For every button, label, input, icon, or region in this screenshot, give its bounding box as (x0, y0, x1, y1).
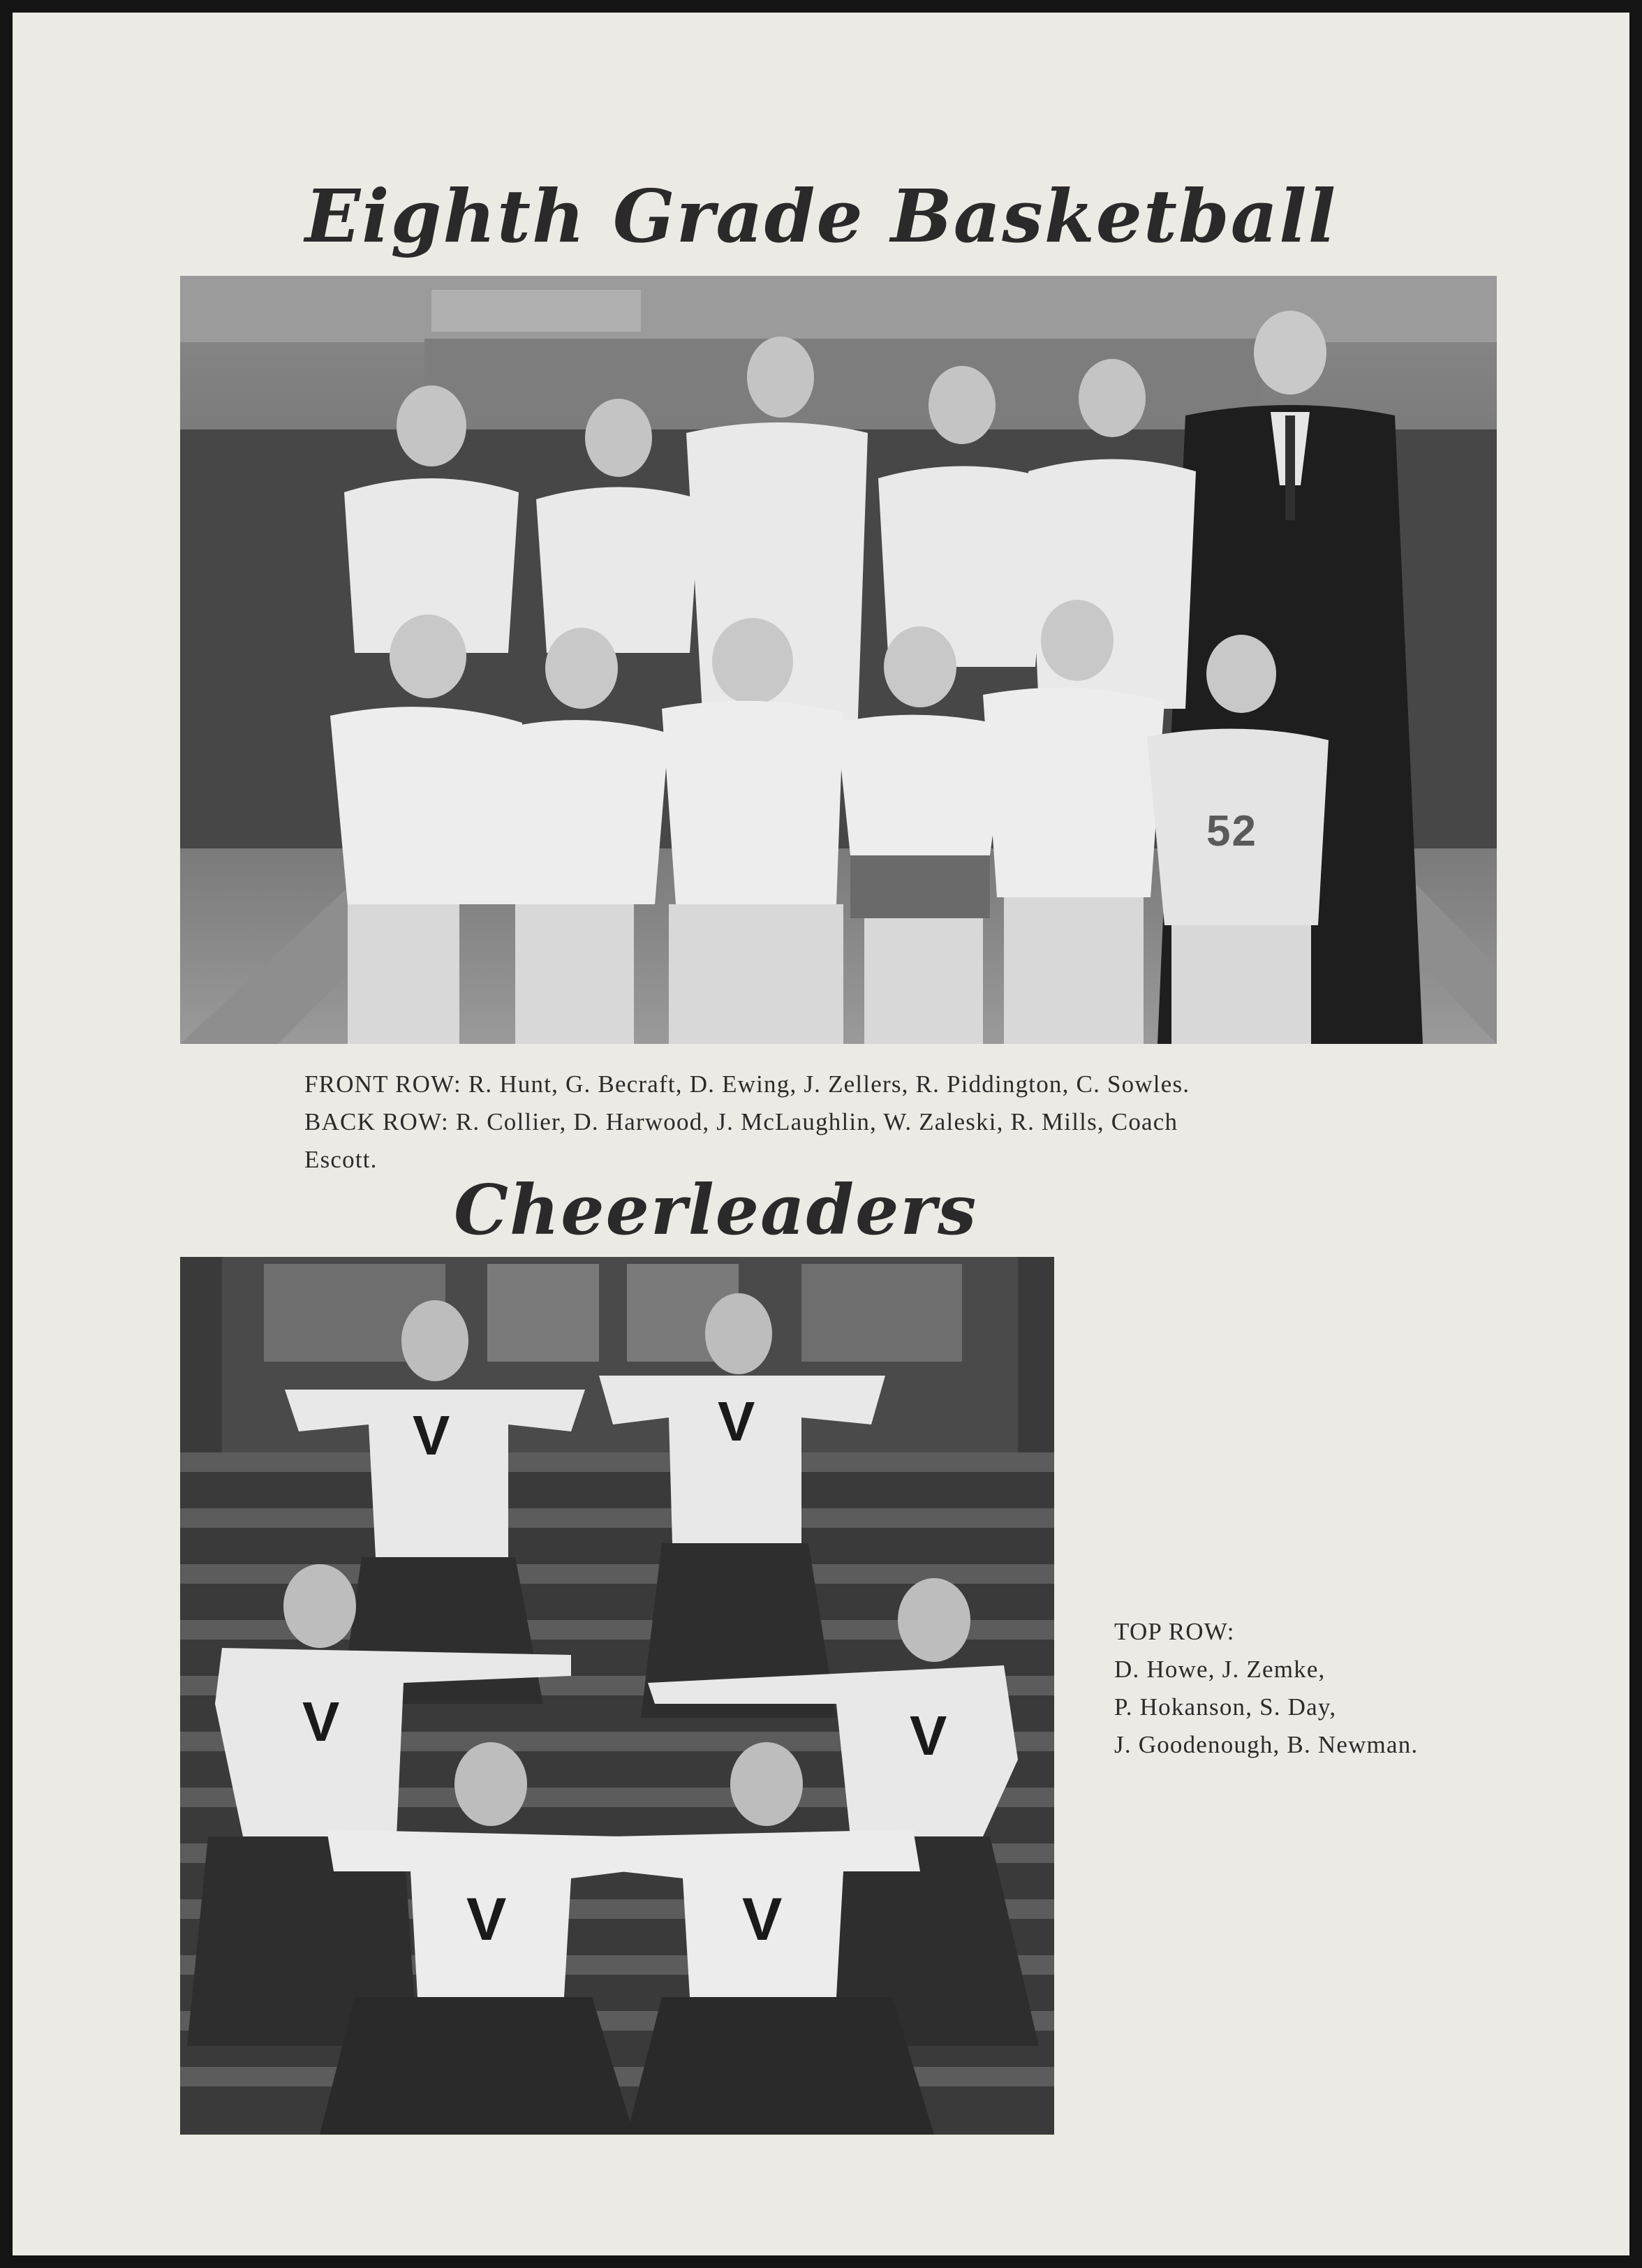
caption-names-2: P. Hokanson, S. Day, (1114, 1693, 1337, 1721)
cheerleaders-photo (180, 1257, 1054, 2135)
caption-top-row-label: TOP ROW: (1114, 1618, 1235, 1645)
basketball-team-photo (180, 276, 1497, 1044)
caption-front-row: FRONT ROW: R. Hunt, G. Becraft, D. Ewing, J. Zellers, R. Piddington, C. Sowles. (304, 1070, 1190, 1098)
sweater-letter-4: V (910, 1704, 947, 1767)
caption-names-1: D. Howe, J. Zemke, (1114, 1656, 1326, 1683)
jersey-number: 52 (1206, 807, 1257, 855)
sweater-letter-2: V (718, 1390, 755, 1452)
caption-coach: Escott. (304, 1146, 378, 1173)
sweater-letter-6: V (742, 1886, 783, 1953)
sweater-letter-1: V (413, 1404, 450, 1466)
cheerleaders-caption (1114, 1613, 1418, 1764)
sweater-letter-5: V (466, 1886, 507, 1953)
caption-back-row: BACK ROW: R. Collier, D. Harwood, J. McLaughlin, W. Zaleski, R. Mills, Coach (304, 1108, 1178, 1135)
caption-names-3: J. Goodenough, B. Newman. (1114, 1731, 1419, 1758)
basketball-caption (304, 1066, 1393, 1179)
cheerleaders-title: Cheerleaders (454, 1170, 978, 1251)
sweater-letter-3: V (302, 1691, 340, 1753)
basketball-title: Eighth Grade Basketball (304, 173, 1338, 259)
